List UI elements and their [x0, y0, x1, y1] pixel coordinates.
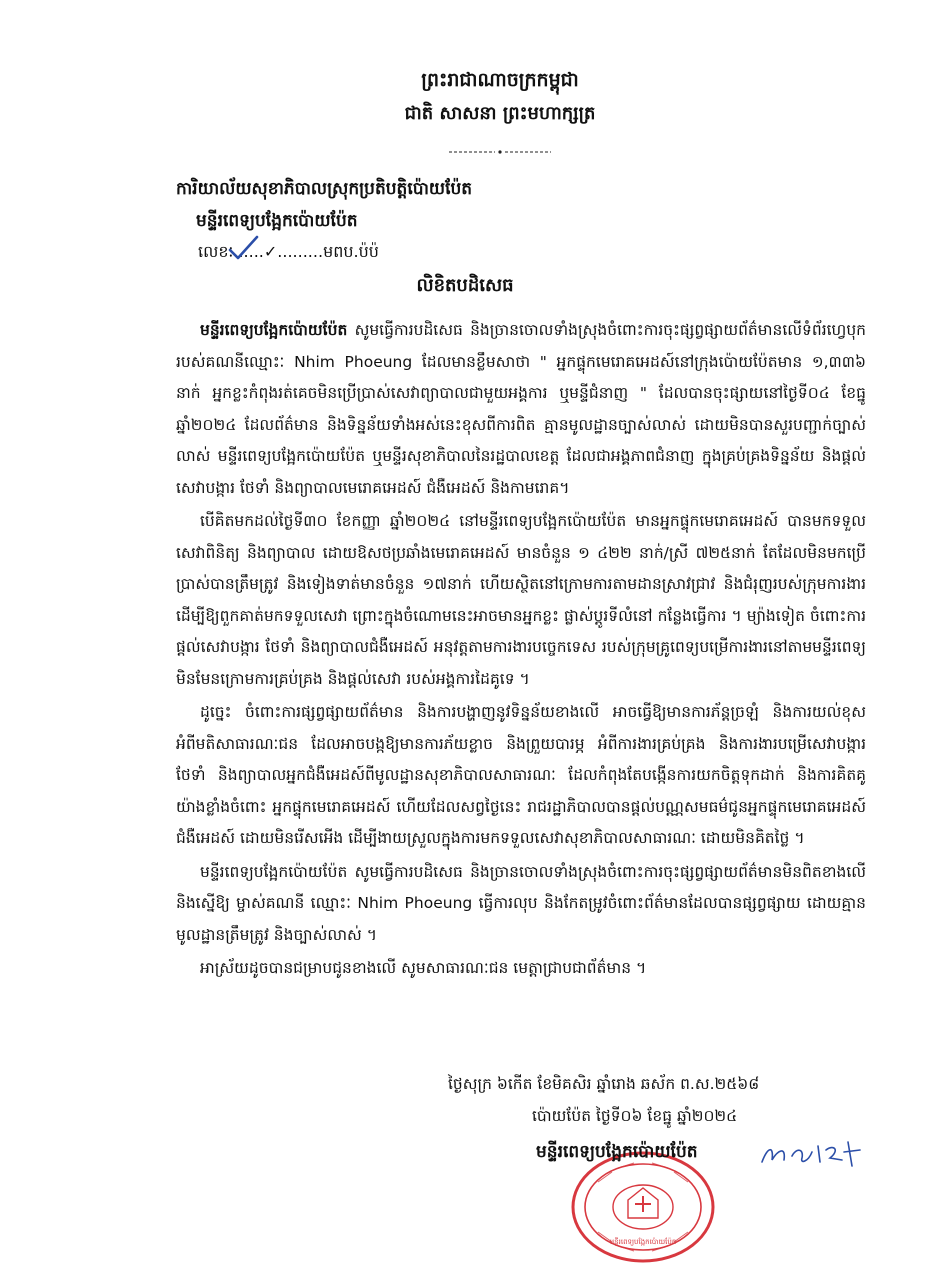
paragraph-4: មន្ទីរពេទ្យបង្អែកប៉ោយប៉ែត សូមធ្វើការបដិសេធ និងច្រានចោលទាំងស្រុងចំពោះការចុះផ្សព្វផ្សាយព័ត៌មានមិនពិតខាងលើ និងស្នើឱ្យ ម្ចាស់គណនី ឈ្មោះៈ Nhim Phoeung ធ្វើការលុប និងកែតម្រូវចំពោះព័ត៌មានដែលបានផ្សព្វផ្សាយ ដោយគ្មានមូលដ្ឋានត្រឹមត្រូវ និងច្បាស់លាស់ ។: [176, 862, 866, 944]
paragraph-1: [176, 315, 866, 504]
letter-body: [176, 315, 866, 987]
signature-mark: [756, 1136, 866, 1170]
sender-office: ការិយាល័យសុខាភិបាលស្រុកប្រតិបត្តិប៉ោយប៉ែត: [176, 179, 473, 199]
paragraph-1-lead: មន្ទីរពេទ្យបង្អែកប៉ោយប៉ែត: [200, 321, 348, 339]
kingdom-heading: ព្រះរាជាណាចក្រកម្ពុជា: [421, 69, 579, 91]
paragraph-3: ដូច្នេះ ចំពោះការផ្សព្វផ្សាយព័ត៌មាន និងការបង្ហាញនូវទិន្នន័យខាងលើ អាចធ្វើឱ្យមានការភ័ន្តច្រឡំ និងការយល់ខុសអំពីមតិសាធារណៈជន ដែលអាចបង្កឱ្យមានការភ័យខ្លាច និងព្រួយបារម្ភ អំពីការងារគ្រប់គ្រង និងការងារបម្រើសេវាបង្ការ ថែទាំ និងព្យាបាលអ្នកជំងឺអេដស៍ពីមូលដ្ឋានសុខាភិបាលសាធារណៈ ដែលកំពុងតែបង្កើនការយកចិត្តទុកដាក់ និងការគិតគូយ៉ាងខ្លាំងចំពោះ អ្នកផ្ទុកមេរោគអេដស៍ ហើយដែលសព្វថ្ងៃនេះ រាជរដ្ឋាភិបាលបានផ្តល់បណ្ណសមធម៌ជូនអ្នកផ្ទុកមេរោគអេដស៍ ជំងឺអេដស៍ ដោយមិនរើសអើង ដើម្បីងាយស្រួលក្នុងការមកទទួលសេវាសុខាភិបាលសាធារណៈ ដោយមិនគិតថ្លៃ ។: [176, 703, 866, 847]
checkmark-icon: [226, 234, 260, 262]
reference-suffix: មពប.ប៉ប៉: [323, 242, 379, 261]
lunar-date: ថ្ងៃសុក្រ ៦កើត ខែមិគសិរ ឆ្នាំរោង ឆស័ក ព.ស.២៥៦៨: [448, 1075, 760, 1093]
solar-date: ប៉ោយប៉ែត ថ្ងៃទី០៦ ខែធ្នូ ឆ្នាំ២០២៤: [532, 1107, 738, 1125]
paragraph-5: អាស្រ័យដូចបានជម្រាបជូនខាងលើ សូមសាធារណៈជន មេត្តាជ្រាបជាព័ត៌មាន ។: [200, 959, 647, 977]
reference-dots: ......✓.........: [233, 242, 324, 261]
stamp-text: មន្ទីរពេទ្យបង្អែកប៉ោយប៉ែត: [609, 1238, 677, 1246]
national-motto: ជាតិ សាសនា ព្រះមហាក្សត្រ: [404, 103, 596, 124]
sender-hospital: មន្ទីរពេទ្យបង្អែកប៉ោយប៉ែត: [196, 211, 358, 231]
paragraph-2: បើគិតមកដល់ថ្ងៃទី៣០ ខែកញ្ញា ឆ្នាំ២០២៤ នៅមន្ទីរពេទ្យបង្អែកប៉ោយប៉ែត មានអ្នកផ្ទុកមេរោគអេដស៍ បានមកទទួលសេវាពិនិត្យ និងព្យាបាល ដោយឱសថប្រឆាំងមេរោគអេដស៍ មានចំនួន ១ ៤២២ នាក់/ស្រី ៧២៥នាក់ តែដែលមិនមកប្រើប្រាស់បានត្រឹមត្រូវ និងទៀងទាត់មានចំនួន ១៧នាក់ ហើយស្ថិតនៅក្រោមការតាមដានស្រាវជ្រាវ និងជំរុញរបស់ក្រុមការងារ ដើម្បីឱ្យពួកគាត់មកទទួលសេវា ព្រោះក្នុងចំណោមនេះអាចមានអ្នកខ្លះ ផ្លាស់ប្តូរទីលំនៅ កន្លែងធ្វើការ ។ ម្យ៉ាងទៀត ចំពោះការផ្តល់សេវាបង្ការ ថែទាំ និងព្យាបាលជំងឺអេដស៍ អនុវត្តតាមការងារបច្ចេកទេស របស់ក្រុមគ្រូពេទ្យបម្រើការងារនៅតាមមន្ទីរពេទ្យ មិនមែនក្រោមការគ្រប់គ្រង និងផ្តល់សេវា របស់អង្គការដៃគូទេ ។: [176, 512, 866, 688]
reference-label: លេខៈ: [198, 242, 234, 261]
document-title: លិខិតបដិសេធ: [416, 275, 514, 296]
divider-ornament: [445, 148, 555, 156]
paragraph-1-text: សូមធ្វើការបដិសេធ និងច្រានចោលទាំងស្រុងចំពោះការចុះផ្សព្វផ្សាយព័ត៌មានលើទំព័រហ្វេបុករបស់គណនីឈ្មោះៈ Nhim Phoeung ដែលមានខ្លឹមសាថា " អ្នកផ្ទុកមេរោគអេដស៍នៅក្រុងប៉ោយប៉ែតមាន ១,៣៣៦ នាក់ អ្នកខ្លះកំពុងរត់គេចមិនប្រើប្រាស់សេវាព្យាបាលជាមួយអង្គការ ឬមន្ទីជំនាញ " ដែលបានចុះផ្សាយនៅថ្ងៃទី០៤ ខែធ្នូ ឆ្នាំ២០២៤ ដែលព័ត៌មាន និងទិន្នន័យទាំងអស់នេះខុសពីការពិត គ្មានមូលដ្ឋានច្បាស់លាស់ ដោយមិនបានសួរបញ្ជាក់ច្បាស់លាស់ មន្ទីរពេទ្យបង្អែកប៉ោយប៉ែត ឬមន្ទីរសុខាភិបាលនៃរដ្ឋបាលខេត្ត ដែលជាអង្គភាពជំនាញ ក្នុងគ្រប់គ្រងទិន្នន័យ និងផ្តល់សេវាបង្ការ ថែទាំ និងព្យាបាលមេរោគអេដស៍ ជំងឺអេដស៍ និងកាមរោគ។: [176, 321, 866, 497]
signer-name: មន្ទីរពេទ្យបង្អែកប៉ោយប៉ែត: [536, 1142, 698, 1162]
